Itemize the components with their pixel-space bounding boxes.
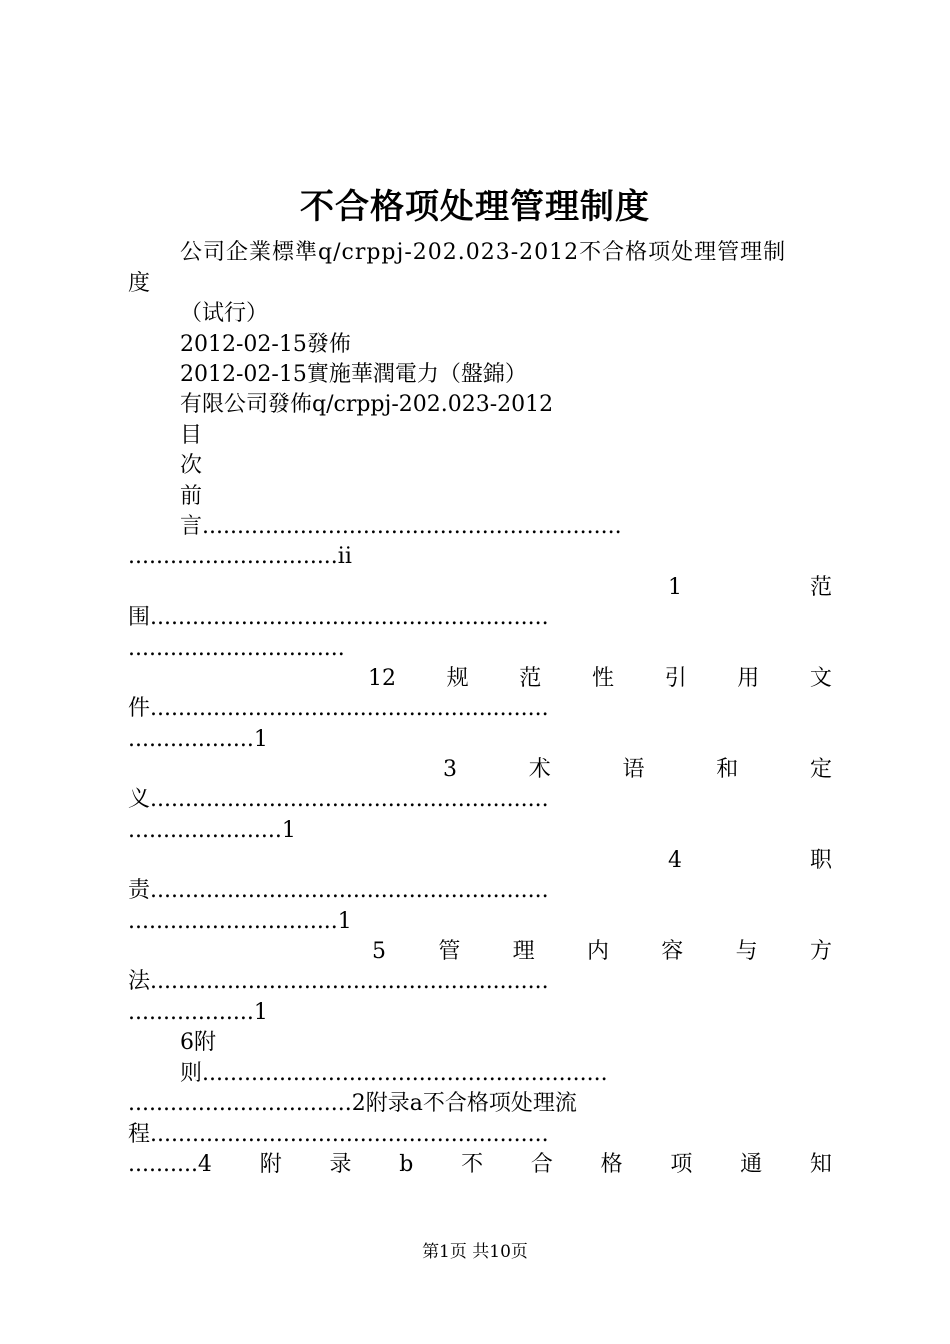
foreword-char-1: 前 bbox=[180, 484, 203, 509]
foreword-leader-dots: ............................................................ bbox=[202, 514, 622, 539]
toc-entry-2-dots bbox=[128, 694, 832, 724]
item4-char: 职 bbox=[809, 848, 832, 873]
standard-line: 公司企業標準q/crppj-202.023-2012不合格项处理管理制 bbox=[180, 240, 787, 265]
implement-date: 2012-02-15實施華潤電力（盤錦） bbox=[180, 362, 527, 387]
item7-leader-dots: ......................................................... bbox=[150, 1122, 549, 1147]
item5-word-2: 理 bbox=[512, 939, 535, 964]
item8-word-6: 格 bbox=[600, 1152, 623, 1177]
item2-word-3: 性 bbox=[591, 666, 614, 691]
item3-word-2: 语 bbox=[622, 757, 645, 782]
item6-leader-dots: .......................................................... bbox=[202, 1061, 608, 1086]
item2-word-6: 文 bbox=[809, 666, 832, 691]
item5-word-0: 5 bbox=[372, 939, 386, 964]
item3-word-3: 和 bbox=[716, 757, 739, 782]
page-footer: 第1页 共10页 bbox=[422, 1242, 528, 1262]
item8-word-8: 通 bbox=[740, 1152, 763, 1177]
item4-leader-dots: ......................................................... bbox=[150, 878, 549, 903]
company-line: 有限公司發佈q/crppj-202.023-2012 bbox=[180, 392, 554, 417]
toc-entry-1-heading bbox=[668, 573, 832, 603]
toc-entry-3-heading bbox=[443, 755, 832, 785]
item6-page-line: ................................2附录a不合格项处理流 bbox=[128, 1091, 577, 1116]
item2-char-2: 件 bbox=[128, 696, 151, 721]
toc-entry-6-dots bbox=[180, 1059, 832, 1089]
item2-word-2: 范 bbox=[519, 666, 542, 691]
item3-word-4: 定 bbox=[809, 757, 832, 782]
toc-entry-4-heading bbox=[668, 846, 832, 876]
item1-char: 范 bbox=[809, 575, 832, 600]
item4-number: 4 bbox=[668, 848, 682, 873]
trial-label: （试行） bbox=[180, 301, 269, 326]
toc-entry-1-dots bbox=[128, 603, 832, 633]
item8-word-5: 合 bbox=[530, 1152, 553, 1177]
toc-entry-2-heading bbox=[368, 664, 832, 694]
item2-word-4: 引 bbox=[664, 666, 687, 691]
item3-page-line: ......................1 bbox=[128, 818, 296, 843]
item5-word-1: 管 bbox=[438, 939, 461, 964]
item1-char-2: 围 bbox=[128, 605, 151, 630]
item3-word-1: 术 bbox=[528, 757, 551, 782]
toc-entry-3-dots bbox=[128, 785, 832, 815]
item2-word-0: 12 bbox=[368, 666, 396, 691]
item6-char-2: 则 bbox=[180, 1061, 203, 1086]
item2-leader-dots: ......................................................... bbox=[150, 696, 549, 721]
item5-word-6: 方 bbox=[809, 939, 832, 964]
toc-entry-5-heading bbox=[372, 937, 832, 967]
toc-entry-7-dots bbox=[128, 1120, 832, 1150]
item7-char: 程 bbox=[128, 1122, 151, 1147]
item5-page-line: ..................1 bbox=[128, 1000, 268, 1025]
item5-word-4: 容 bbox=[661, 939, 684, 964]
item2-word-1: 规 bbox=[446, 666, 469, 691]
toc-entry-8-heading bbox=[128, 1150, 832, 1180]
foreword-page-line: ..............................ii bbox=[128, 544, 352, 569]
item8-word-4: 不 bbox=[461, 1152, 484, 1177]
item8-word-3: b bbox=[399, 1152, 414, 1177]
item3-word-0: 3 bbox=[443, 757, 457, 782]
item1-number: 1 bbox=[668, 575, 682, 600]
item3-char-2: 义 bbox=[128, 787, 151, 812]
item8-word-9: 知 bbox=[809, 1152, 832, 1177]
item1-leader-dots: ......................................................... bbox=[150, 605, 549, 630]
item5-word-5: 与 bbox=[735, 939, 758, 964]
toc-entry-5-dots bbox=[128, 967, 832, 997]
toc-entry-6-heading: 6附 bbox=[180, 1030, 216, 1055]
item8-word-7: 项 bbox=[670, 1152, 693, 1177]
item8-word-1: 附 bbox=[259, 1152, 282, 1177]
item5-char-2: 法 bbox=[128, 969, 151, 994]
item3-leader-dots: ......................................................... bbox=[150, 787, 549, 812]
document-title: 不合格项处理管理制度 bbox=[300, 187, 650, 227]
item2-word-5: 用 bbox=[737, 666, 760, 691]
item5-word-3: 内 bbox=[586, 939, 609, 964]
item4-page-line: ..............................1 bbox=[128, 909, 352, 934]
publish-date: 2012-02-15發佈 bbox=[180, 332, 351, 357]
item8-word-0: ..........4 bbox=[128, 1152, 212, 1177]
item1-page-line: ............................... bbox=[128, 636, 345, 661]
toc-entry-4-dots bbox=[128, 876, 832, 906]
item8-word-2: 录 bbox=[329, 1152, 352, 1177]
foreword-char-2: 言 bbox=[180, 514, 203, 539]
standard-line-cont: 度 bbox=[128, 271, 151, 296]
item2-page-line: ..................1 bbox=[128, 727, 268, 752]
toc-entry-foreword bbox=[180, 512, 832, 542]
toc-heading-2: 次 bbox=[180, 453, 203, 478]
item4-char-2: 责 bbox=[128, 878, 151, 903]
toc-heading-1: 目 bbox=[180, 423, 203, 448]
item5-leader-dots: ......................................................... bbox=[150, 969, 549, 994]
